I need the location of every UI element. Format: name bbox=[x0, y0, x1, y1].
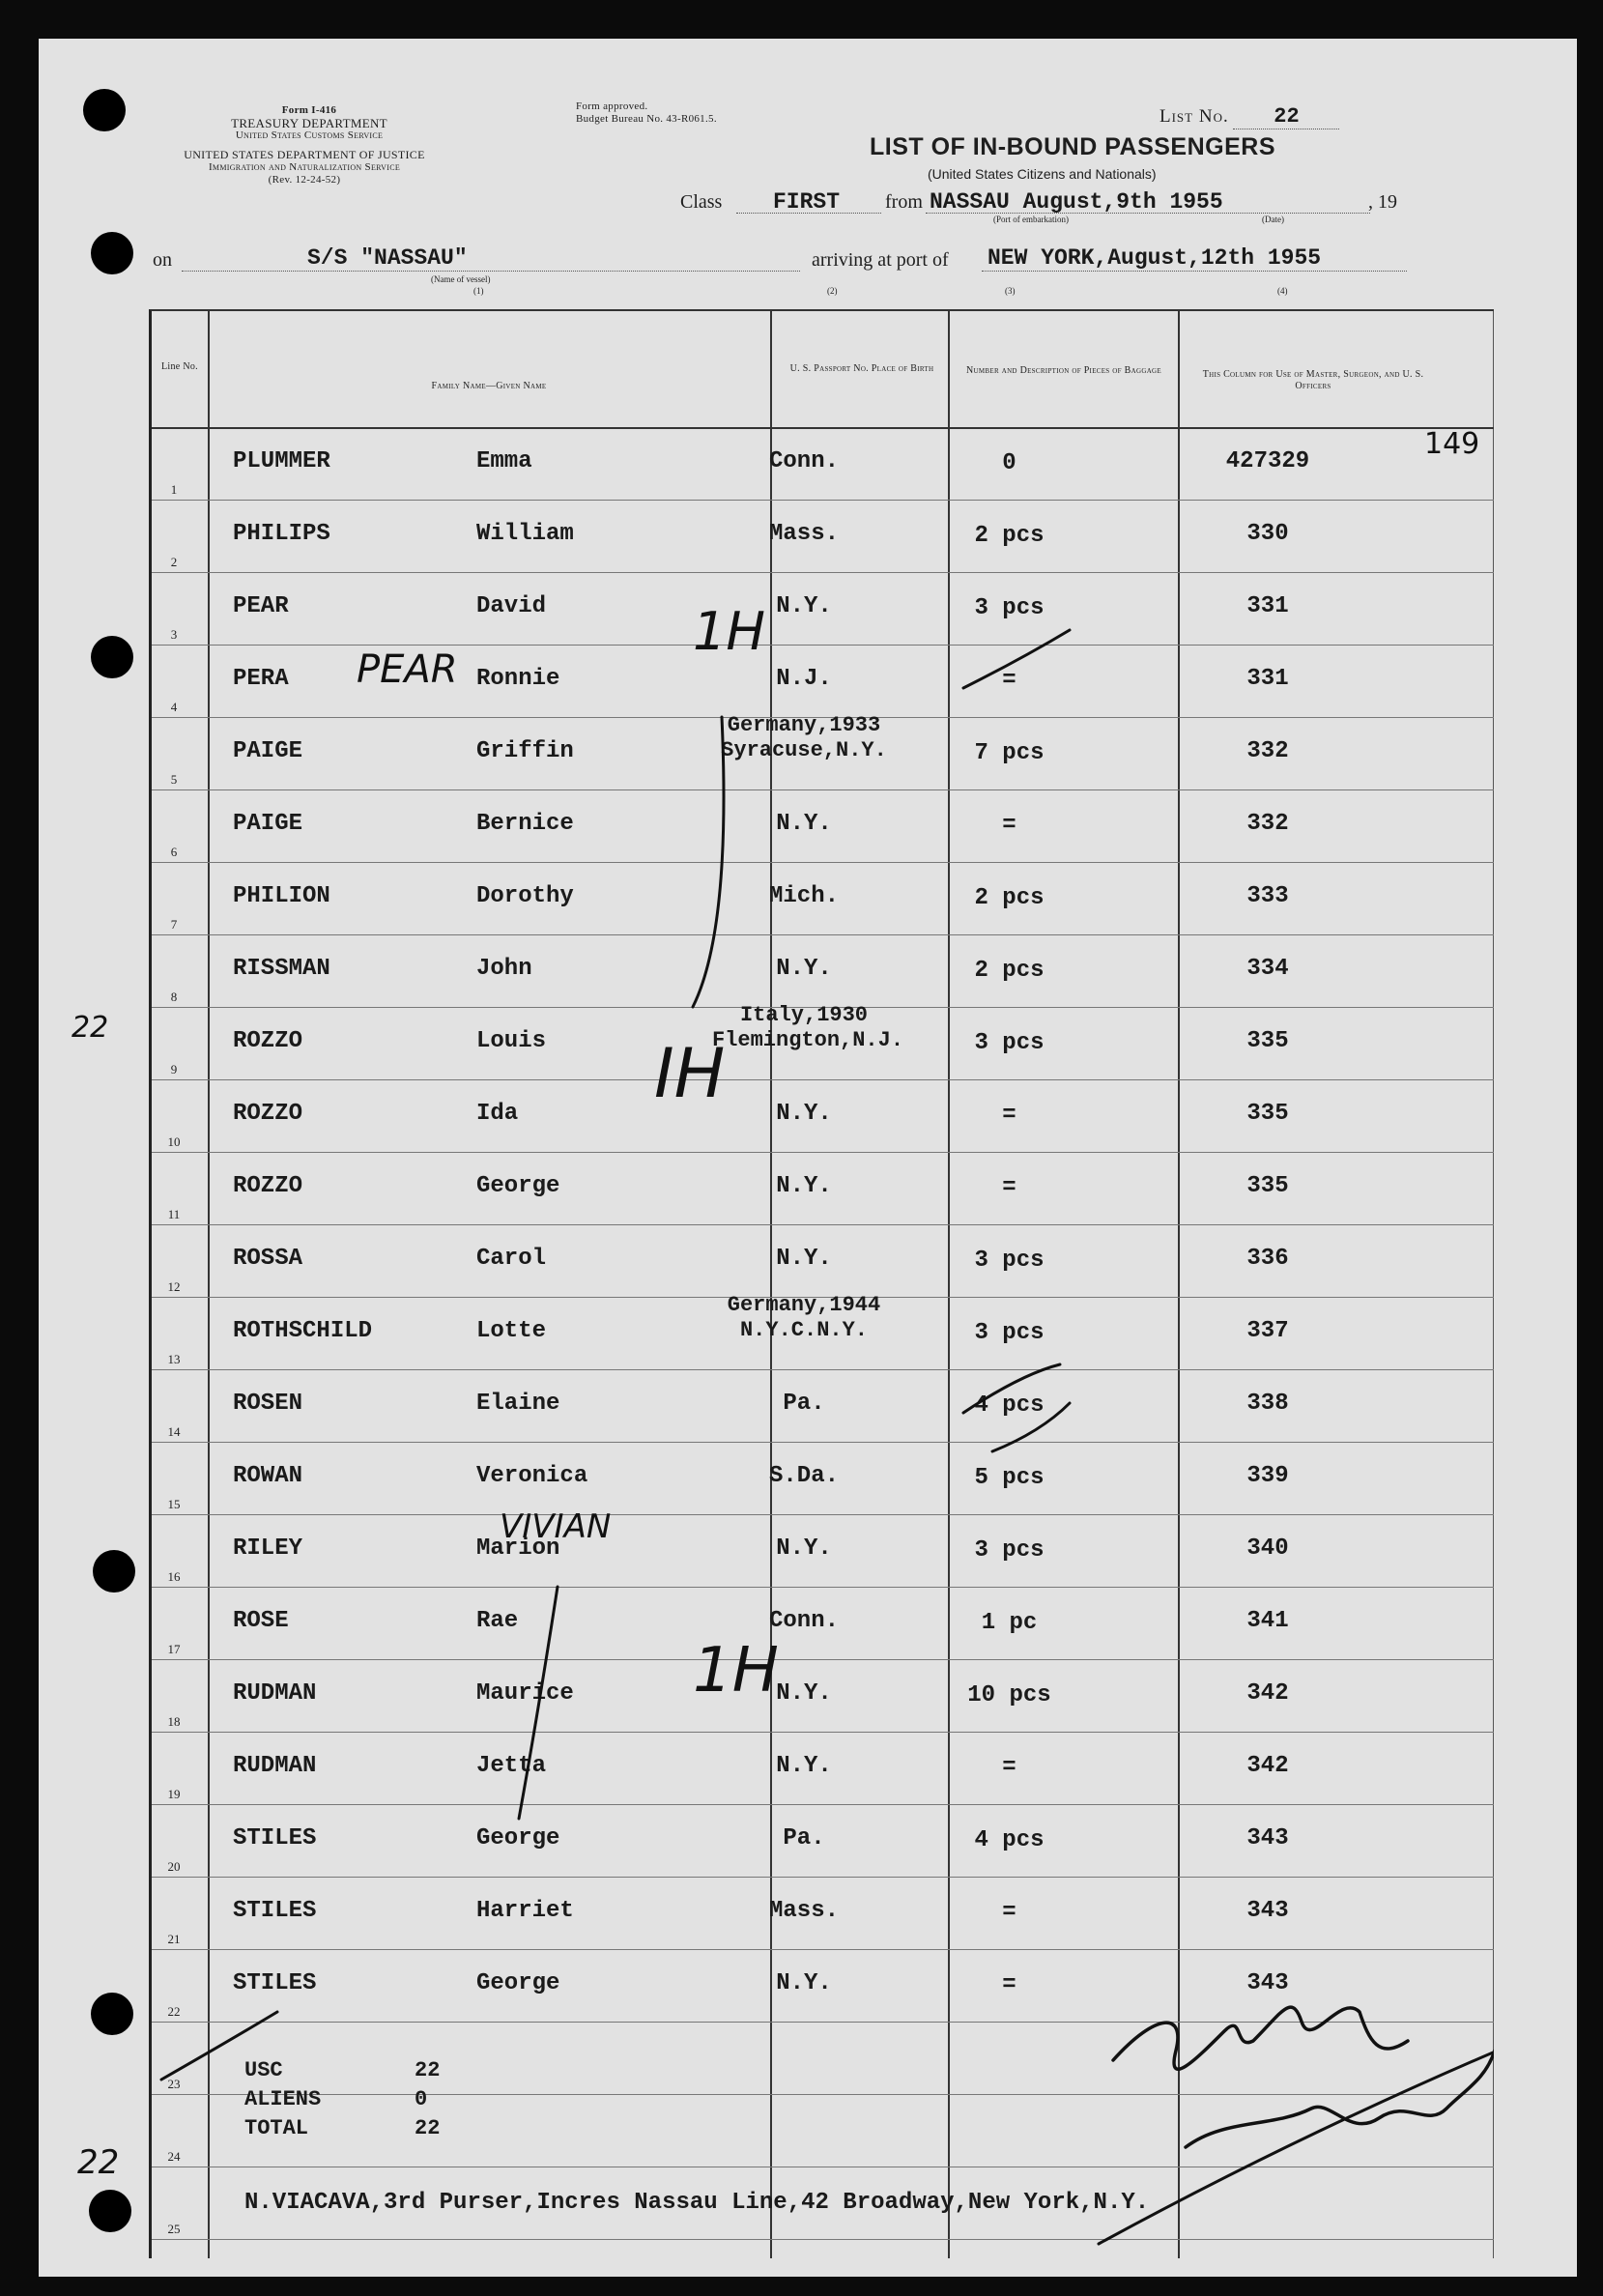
given-name: Jetta bbox=[476, 1753, 547, 1779]
line-number: 7 bbox=[170, 917, 178, 932]
birth-place: Germany,1933 bbox=[727, 713, 881, 737]
col-num-3: (3) bbox=[1005, 286, 1016, 296]
table-row bbox=[152, 1293, 1494, 1370]
table-row bbox=[152, 789, 1494, 863]
table-row bbox=[152, 645, 1494, 718]
line-number: 12 bbox=[167, 1279, 181, 1294]
officer-number: 335 bbox=[1246, 1173, 1289, 1199]
officer-number: 341 bbox=[1246, 1608, 1289, 1634]
baggage-count: 4 pcs bbox=[974, 1392, 1045, 1419]
baggage-count: 10 pcs bbox=[967, 1682, 1051, 1708]
given-name: David bbox=[476, 593, 547, 619]
form-meta-block bbox=[193, 104, 425, 142]
birth-place: N.Y. bbox=[776, 1173, 832, 1199]
correction-pear: PEAR bbox=[357, 647, 458, 692]
officer-number: 332 bbox=[1246, 811, 1289, 837]
col-header-passport: U. S. Passport No. Place of Birth bbox=[789, 363, 934, 374]
table-row bbox=[152, 572, 1494, 646]
line-number: 8 bbox=[170, 990, 178, 1004]
officer-number: 334 bbox=[1246, 956, 1289, 982]
birth-place: N.J. bbox=[776, 666, 832, 692]
officer-number: 337 bbox=[1246, 1318, 1289, 1344]
family-name: RUDMAN bbox=[233, 1753, 317, 1779]
page-title: LIST OF IN-BOUND PASSENGERS bbox=[870, 133, 1276, 160]
family-name: ROTHSCHILD bbox=[233, 1318, 373, 1344]
baggage-count: = bbox=[1002, 813, 1016, 839]
table-row bbox=[152, 1804, 1494, 1878]
family-name: PHILIPS bbox=[233, 521, 330, 547]
given-name: Ronnie bbox=[476, 666, 560, 692]
family-name: RISSMAN bbox=[233, 956, 330, 982]
officer-number: 338 bbox=[1246, 1391, 1289, 1417]
officer-number: 333 bbox=[1246, 883, 1289, 909]
page-subtitle: (United States Citizens and Nationals) bbox=[928, 166, 1157, 182]
check-mark-ih: IH bbox=[654, 1034, 726, 1113]
col-header-baggage: Number and Description of Pieces of Baggage bbox=[966, 365, 1161, 376]
birth-place: N.Y. bbox=[776, 1970, 832, 1996]
baggage-count: 3 pcs bbox=[974, 595, 1045, 621]
usc-value: 22 bbox=[415, 2058, 441, 2082]
birth-place: N.Y. bbox=[776, 1101, 832, 1127]
table-row bbox=[152, 1152, 1494, 1225]
table-row bbox=[152, 1003, 1494, 1080]
baggage-count: = bbox=[1002, 1900, 1016, 1926]
from-value: NASSAU August,9th 1955 bbox=[930, 189, 1223, 215]
family-name: RUDMAN bbox=[233, 1680, 317, 1707]
line-number: 6 bbox=[170, 845, 178, 859]
officer-number: 343 bbox=[1246, 1970, 1289, 1996]
officer-number: 340 bbox=[1246, 1535, 1289, 1562]
family-name: PAIGE bbox=[233, 738, 303, 764]
binder-hole bbox=[83, 89, 126, 131]
given-name: Griffin bbox=[476, 738, 574, 764]
line-number: 11 bbox=[167, 1207, 181, 1221]
aliens-label: ALIENS bbox=[244, 2087, 322, 2111]
on-label: on bbox=[153, 249, 172, 271]
baggage-count: = bbox=[1002, 668, 1016, 694]
table-row bbox=[152, 1732, 1494, 1805]
family-name: ROZZO bbox=[233, 1173, 303, 1199]
line-number: 10 bbox=[167, 1134, 181, 1149]
table-row bbox=[152, 1442, 1494, 1515]
birth-place-line2: Syracuse,N.Y. bbox=[721, 738, 887, 762]
line-number: 23 bbox=[167, 2077, 181, 2091]
family-name: ROSSA bbox=[233, 1246, 303, 1272]
from-label: from bbox=[885, 191, 923, 213]
revision: (Rev. 12-24-52) bbox=[268, 174, 341, 186]
year-suffix: , 19 bbox=[1368, 191, 1397, 213]
given-name: William bbox=[476, 521, 574, 547]
list-number bbox=[1159, 104, 1339, 129]
officer-number: 339 bbox=[1246, 1463, 1289, 1489]
arriving-value: NEW YORK,August,12th 1955 bbox=[988, 245, 1322, 271]
passenger-table bbox=[149, 309, 1494, 2258]
list-no-label: List No. bbox=[1159, 106, 1229, 127]
given-name: John bbox=[476, 956, 532, 982]
officer-number: 343 bbox=[1246, 1898, 1289, 1924]
birth-place: Mass. bbox=[768, 521, 839, 547]
date-caption: (Date) bbox=[1262, 215, 1284, 224]
table-row bbox=[152, 1949, 1494, 2023]
officer-number: 331 bbox=[1246, 666, 1289, 692]
vessel-caption: (Name of vessel) bbox=[431, 274, 491, 284]
binder-hole bbox=[91, 636, 133, 678]
given-name: Lotte bbox=[476, 1318, 547, 1344]
given-name: Bernice bbox=[476, 811, 574, 837]
customs-service: United States Customs Service bbox=[235, 129, 384, 141]
given-name: Dorothy bbox=[476, 883, 574, 909]
document-page bbox=[39, 39, 1577, 2277]
birth-place: N.Y. bbox=[776, 1246, 832, 1272]
binder-hole bbox=[93, 1550, 135, 1593]
baggage-count: = bbox=[1002, 1755, 1016, 1781]
given-name: Marion bbox=[476, 1535, 560, 1562]
officer-number: 332 bbox=[1246, 738, 1289, 764]
birth-place: N.Y. bbox=[776, 593, 832, 619]
check-mark-1h: 1H bbox=[693, 601, 765, 662]
family-name: STILES bbox=[233, 1898, 317, 1924]
baggage-count: 5 pcs bbox=[974, 1465, 1045, 1491]
family-name: STILES bbox=[233, 1825, 317, 1851]
officer-number: 335 bbox=[1246, 1028, 1289, 1054]
birth-place: N.Y. bbox=[776, 1535, 832, 1562]
line-number: 21 bbox=[167, 1932, 181, 1946]
family-name: PLUMMER bbox=[233, 448, 330, 474]
treasury-dept: TREASURY DEPARTMENT bbox=[231, 116, 387, 130]
table-row bbox=[152, 1079, 1494, 1153]
line-number: 4 bbox=[170, 700, 178, 714]
binder-hole bbox=[91, 1993, 133, 2035]
baggage-count: 3 pcs bbox=[974, 1248, 1045, 1274]
given-name: Maurice bbox=[476, 1680, 574, 1707]
birth-place: N.Y. bbox=[776, 1680, 832, 1707]
margin-mark-left-bottom: 22 bbox=[77, 2143, 120, 2182]
baggage-count: = bbox=[1002, 1972, 1016, 1998]
family-name: STILES bbox=[233, 1970, 317, 1996]
line-number: 18 bbox=[167, 1714, 181, 1729]
line-number: 15 bbox=[167, 1497, 181, 1511]
given-name: Harriet bbox=[476, 1898, 574, 1924]
justice-block bbox=[145, 149, 464, 187]
birth-place-line2: N.Y.C.N.Y. bbox=[739, 1318, 869, 1342]
class-value: FIRST bbox=[773, 189, 841, 215]
given-name: George bbox=[476, 1970, 560, 1996]
line-number: 14 bbox=[167, 1424, 181, 1439]
col-num-2: (2) bbox=[827, 286, 838, 296]
table-row bbox=[152, 1659, 1494, 1733]
line-number: 25 bbox=[167, 2222, 181, 2236]
line-number: 2 bbox=[170, 555, 178, 569]
table-row bbox=[152, 1369, 1494, 1443]
baggage-count: = bbox=[1002, 1103, 1016, 1129]
table-row bbox=[152, 1587, 1494, 1660]
family-name: ROZZO bbox=[233, 1101, 303, 1127]
given-name: George bbox=[476, 1173, 560, 1199]
budget-no: Budget Bureau No. 43-R061.5. bbox=[576, 113, 717, 125]
binder-hole bbox=[89, 2190, 131, 2232]
family-name: PAIGE bbox=[233, 811, 303, 837]
table-row bbox=[152, 1224, 1494, 1298]
baggage-count: 2 pcs bbox=[974, 523, 1045, 549]
officer-number: 336 bbox=[1246, 1246, 1289, 1272]
col-header-line: Line No. bbox=[161, 361, 198, 372]
given-name: Rae bbox=[476, 1608, 519, 1634]
baggage-count: 7 pcs bbox=[974, 740, 1045, 766]
table-row bbox=[152, 862, 1494, 935]
officer-number: 342 bbox=[1246, 1680, 1289, 1707]
total-label: TOTAL bbox=[244, 2116, 309, 2140]
baggage-count: 2 pcs bbox=[974, 958, 1045, 984]
given-name: Ida bbox=[476, 1101, 519, 1127]
class-label: Class bbox=[680, 191, 723, 213]
family-name: PERA bbox=[233, 666, 289, 692]
family-name: PEAR bbox=[233, 593, 289, 619]
family-name: ROSE bbox=[233, 1608, 289, 1634]
usc-label: USC bbox=[244, 2058, 283, 2082]
birth-place: Italy,1930 bbox=[739, 1003, 869, 1027]
line-number: 19 bbox=[167, 1787, 181, 1801]
port-embark-caption: (Port of embarkation) bbox=[993, 215, 1069, 224]
family-name: ROSEN bbox=[233, 1391, 303, 1417]
line-number: 5 bbox=[170, 772, 178, 787]
binder-hole bbox=[91, 232, 133, 274]
line-number: 24 bbox=[167, 2149, 181, 2164]
form-number: Form I-416 bbox=[281, 104, 337, 116]
officer-number: 335 bbox=[1246, 1101, 1289, 1127]
baggage-count: 4 pcs bbox=[974, 1827, 1045, 1853]
table-row bbox=[152, 2022, 1494, 2095]
given-name: Veronica bbox=[476, 1463, 588, 1489]
form-approved: Form approved. bbox=[576, 100, 648, 112]
officer-number: 331 bbox=[1246, 593, 1289, 619]
given-name: Emma bbox=[476, 448, 532, 474]
family-name: RILEY bbox=[233, 1535, 303, 1562]
col-header-name: Family Name—Given Name bbox=[431, 381, 547, 391]
col-num-1: (1) bbox=[473, 286, 484, 296]
birth-place: Pa. bbox=[783, 1391, 825, 1417]
birth-place: N.Y. bbox=[776, 811, 832, 837]
col-num-4: (4) bbox=[1277, 286, 1288, 296]
col-header-officers: This Column for Use of Master, Surgeon, and U. S. Officers bbox=[1202, 369, 1424, 391]
margin-number: 149 bbox=[1424, 427, 1480, 461]
birth-place: N.Y. bbox=[776, 1753, 832, 1779]
aliens-value: 0 bbox=[415, 2087, 428, 2111]
given-name: Louis bbox=[476, 1028, 547, 1054]
list-no-value: 22 bbox=[1233, 104, 1339, 129]
birth-place: S.Da. bbox=[768, 1463, 839, 1489]
line-number: 3 bbox=[170, 627, 178, 642]
line-number: 17 bbox=[167, 1642, 181, 1656]
line-number: 1 bbox=[170, 482, 178, 497]
table-row bbox=[152, 500, 1494, 573]
officer-number: 342 bbox=[1246, 1753, 1289, 1779]
baggage-count: 3 pcs bbox=[974, 1030, 1045, 1056]
baggage-count: 2 pcs bbox=[974, 885, 1045, 911]
baggage-count: 0 bbox=[1002, 450, 1016, 476]
given-name: Elaine bbox=[476, 1391, 560, 1417]
baggage-count: 3 pcs bbox=[974, 1537, 1045, 1564]
officer-number: 427329 bbox=[1225, 448, 1310, 474]
table-row bbox=[152, 934, 1494, 1008]
line-number: 13 bbox=[167, 1352, 181, 1366]
officer-number: 330 bbox=[1246, 521, 1289, 547]
birth-place-line2: Flemington,N.J. bbox=[712, 1028, 904, 1052]
baggage-count: = bbox=[1002, 1175, 1016, 1201]
table-row bbox=[152, 1514, 1494, 1588]
birth-place: Conn. bbox=[768, 448, 839, 474]
ins-service: Immigration and Naturalization Service bbox=[208, 161, 401, 173]
total-value: 22 bbox=[415, 2116, 441, 2140]
birth-place: Conn. bbox=[768, 1608, 839, 1634]
table-row bbox=[152, 713, 1494, 790]
line-number: 9 bbox=[170, 1062, 178, 1076]
birth-place: Mich. bbox=[768, 883, 839, 909]
correction-vivian: VIVIAN bbox=[500, 1507, 612, 1546]
check-mark-1h-bottom: 1H bbox=[693, 1635, 779, 1707]
table-row bbox=[152, 1877, 1494, 1950]
approval-block bbox=[576, 100, 717, 126]
baggage-count: 1 pc bbox=[981, 1610, 1038, 1636]
given-name: Carol bbox=[476, 1246, 547, 1272]
birth-place: N.Y. bbox=[776, 956, 832, 982]
table-row bbox=[152, 2094, 1494, 2167]
officer-number: 343 bbox=[1246, 1825, 1289, 1851]
birth-place: Mass. bbox=[768, 1898, 839, 1924]
line-number: 22 bbox=[167, 2004, 181, 2019]
baggage-count: 3 pcs bbox=[974, 1320, 1045, 1346]
birth-place: Pa. bbox=[783, 1825, 825, 1851]
margin-mark-left: 22 bbox=[72, 1011, 109, 1045]
arriving-label: arriving at port of bbox=[812, 249, 949, 271]
family-name: ROZZO bbox=[233, 1028, 303, 1054]
table-row bbox=[152, 427, 1494, 501]
line-number: 16 bbox=[167, 1569, 181, 1584]
family-name: ROWAN bbox=[233, 1463, 303, 1489]
birth-place: Germany,1944 bbox=[727, 1293, 881, 1317]
justice-dept: UNITED STATES DEPARTMENT OF JUSTICE bbox=[184, 148, 425, 161]
purser-line: N.VIACAVA,3rd Purser,Incres Nassau Line,42 Broadway,New York,N.Y. bbox=[244, 2190, 1150, 2216]
given-name: George bbox=[476, 1825, 560, 1851]
line-number: 20 bbox=[167, 1859, 181, 1874]
vessel-name: S/S "NASSAU" bbox=[307, 245, 468, 271]
family-name: PHILION bbox=[233, 883, 330, 909]
